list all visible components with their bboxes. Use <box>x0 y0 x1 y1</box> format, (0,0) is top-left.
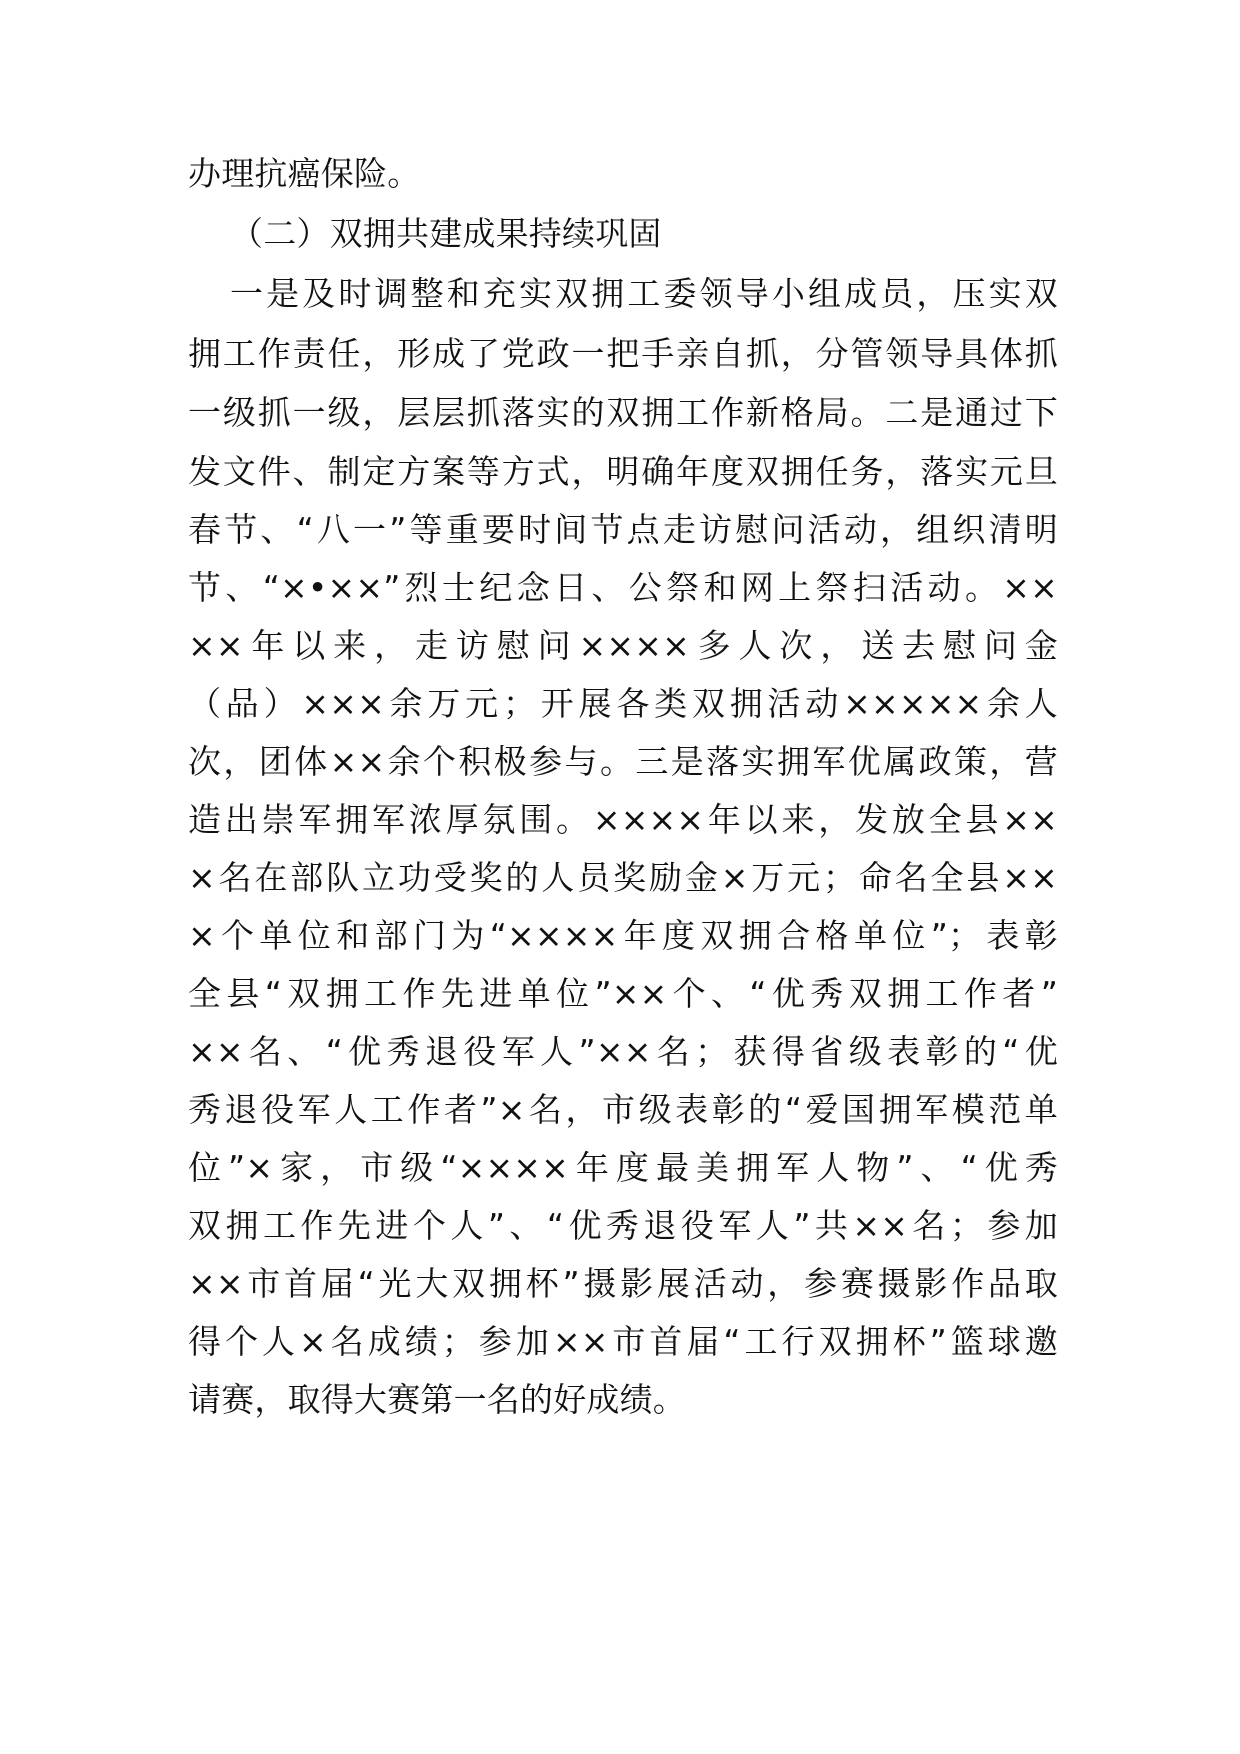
paragraph-line: 一是及时调整和充实双拥工委领导小组成员，压实双 <box>230 274 1058 313</box>
paragraph-line-last: 请赛，取得大赛第一名的好成绩。 <box>188 1380 686 1419</box>
paragraph-line: 造出崇军拥军浓厚氛围。××××年以来，发放全县×× <box>188 800 1058 839</box>
paragraph-line: ××市首届“光大双拥杯”摄影展活动，参赛摄影作品取 <box>188 1264 1058 1303</box>
paragraph-line-continuation: 办理抗癌保险。 <box>188 154 421 193</box>
paragraph-line: 得个人×名成绩；参加××市首届“工行双拥杯”篮球邀 <box>188 1322 1058 1361</box>
paragraph-line: 秀退役军人工作者”×名，市级表彰的“爱国拥军模范单 <box>188 1090 1058 1129</box>
paragraph-line: 双拥工作先进个人”、“优秀退役军人”共××名；参加 <box>188 1206 1058 1245</box>
paragraph-line: 全县“双拥工作先进单位”××个、“优秀双拥工作者” <box>188 974 1058 1013</box>
paragraph-line: 拥工作责任，形成了党政一把手亲自抓，分管领导具体抓 <box>188 334 1058 373</box>
paragraph-line: 节、“×•××”烈士纪念日、公祭和网上祭扫活动。×× <box>188 568 1058 607</box>
paragraph-line: 一级抓一级，层层抓落实的双拥工作新格局。二是通过下 <box>188 393 1058 432</box>
paragraph-line: 位”×家，市级“××××年度最美拥军人物”、“优秀 <box>188 1148 1058 1187</box>
paragraph-line: ×名在部队立功受奖的人员奖励金×万元；命名全县×× <box>188 858 1058 897</box>
paragraph-line: 次，团体××余个积极参与。三是落实拥军优属政策，营 <box>188 742 1058 781</box>
paragraph-line: 春节、“八一”等重要时间节点走访慰问活动，组织清明 <box>188 510 1058 549</box>
paragraph-line: ××年以来，走访慰问××××多人次，送去慰问金 <box>188 626 1058 665</box>
section-heading: （二）双拥共建成果持续巩固 <box>230 214 662 253</box>
paragraph-line: ×个单位和部门为“××××年度双拥合格单位”；表彰 <box>188 916 1058 955</box>
paragraph-line: （品）×××余万元；开展各类双拥活动×××××余人 <box>188 684 1058 723</box>
paragraph-line: ××名、“优秀退役军人”××名；获得省级表彰的“优 <box>188 1032 1058 1071</box>
paragraph-line: 发文件、制定方案等方式，明确年度双拥任务，落实元旦 <box>188 452 1058 491</box>
